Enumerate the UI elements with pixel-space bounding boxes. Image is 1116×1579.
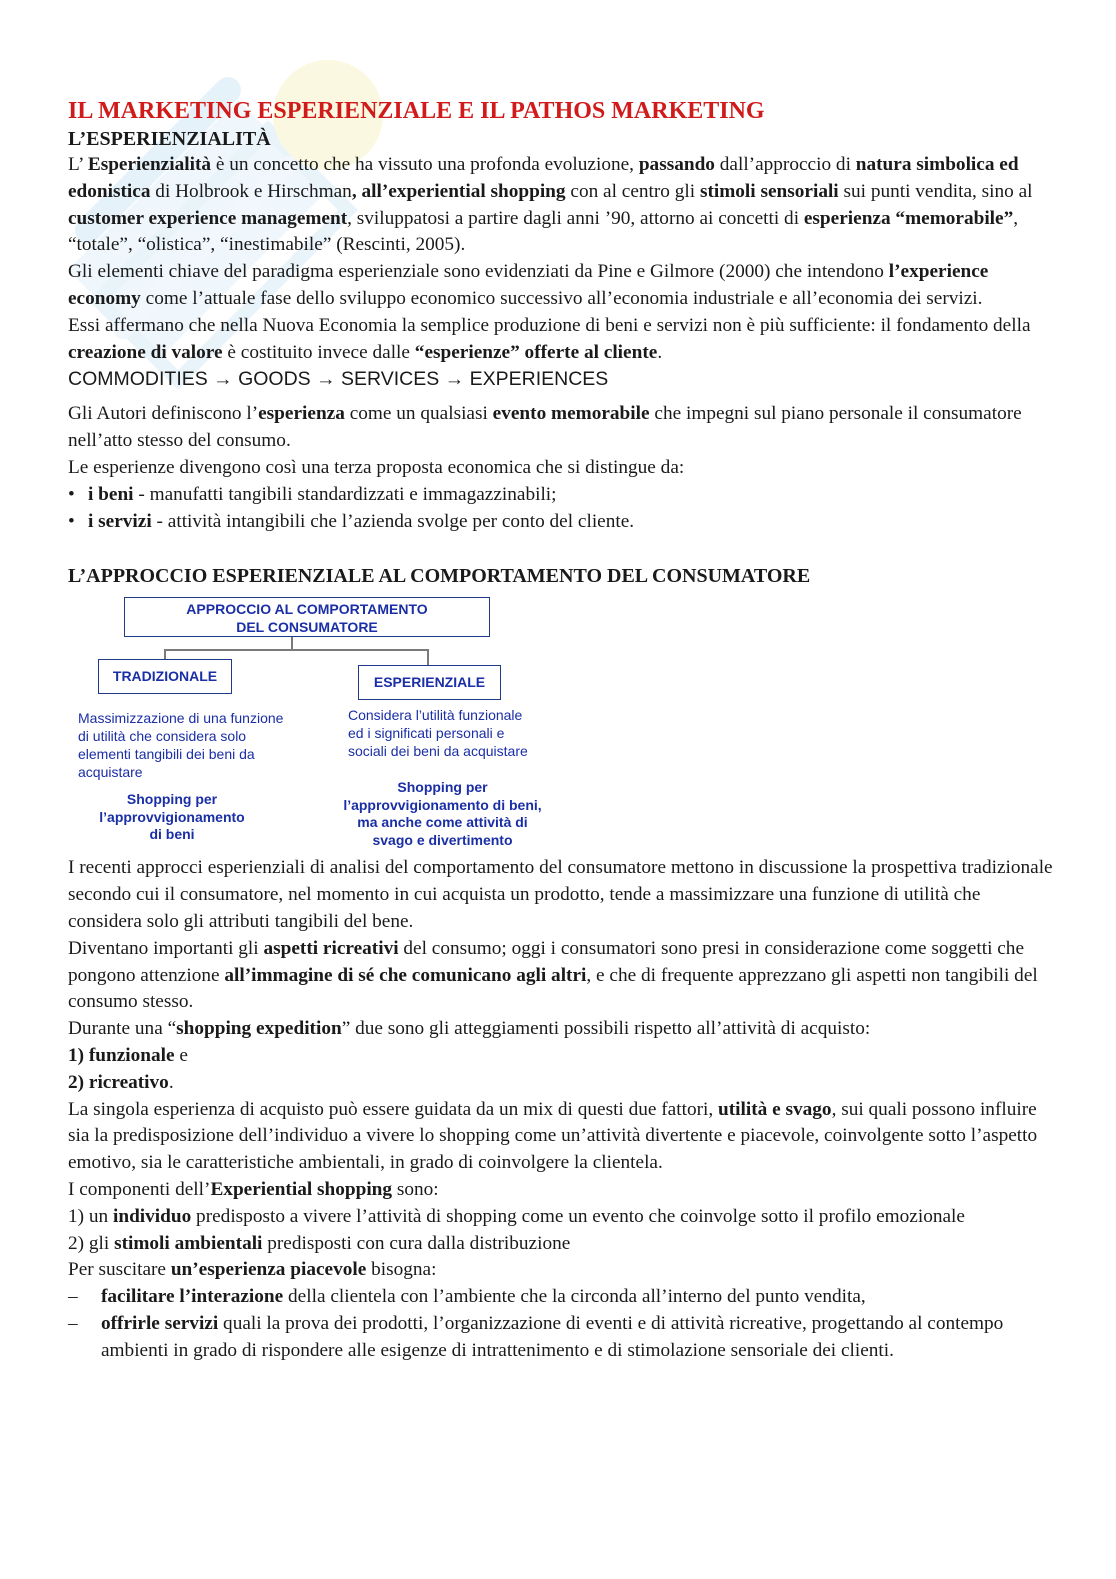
paragraph-esperienzialita: L’ Esperienzialità è un concetto che ha vissuto una profonda evoluzione, passando dall’approccio di natura simbolica ed edonistica di Holbrook e Hirschman, all’experiential shopping con al centro gli stimoli sensoriali sui punti vendita, sino al customer experience management, sviluppatosi a partire dagli anni ’90, attorno ai concetti di esperienza “memorabile”, “totale”, “olistica”, “inestimabile” (Rescinti, 2005).	[68, 154, 1033, 256]
dash-list-azioni	[68, 1284, 1053, 1364]
paragraph-terza-proposta: Le esperienze divengono così una terza proposta economica che si distingue da:	[68, 456, 685, 478]
section-heading-approccio: L’APPROCCIO ESPERIENZIALE AL COMPORTAMENTO DEL CONSUMATORE	[68, 565, 811, 588]
list-item: • i servizi - attività intangibili che l’azienda svolge per conto del cliente.	[68, 510, 635, 532]
diagram-box-esperienziale: ESPERIENZIALE	[358, 665, 501, 700]
paragraph-funzionale: 1) funzionale e	[68, 1044, 188, 1066]
paragraph-stimoli-ambientali: 2) gli stimoli ambientali predisposti con cura dalla distribuzione	[68, 1232, 571, 1254]
diagram-desc-tradizionale: Massimizzazione di una funzione di utilità che considera solo elementi tangibili dei beni da acquistare	[78, 710, 284, 781]
paragraph-utilita-svago: La singola esperienza di acquisto può essere guidata da un mix di questi due fattori, utilità e svago, sui quali possono influire sia la predisposizione dell’individuo a vivere lo shopping come un’attività divertente e piacevole, coinvolgente sotto l’aspetto emotivo, sia le caratteristiche ambientali, in grado di coinvolgere la clientela.	[68, 1098, 1038, 1174]
paragraph-shopping-expedition: Durante una “shopping expedition” due sono gli atteggiamenti possibili rispetto all’attività di acquisto:	[68, 1018, 871, 1040]
list-item: • i beni - manufatti tangibili standardizzati e immagazzinabili;	[68, 483, 557, 505]
diagram-box-tradizionale: TRADIZIONALE	[98, 659, 232, 694]
paragraph-aspetti-ricreativi: Diventano importanti gli aspetti ricreativi del consumo; oggi i consumatori sono presi in considerazione come soggetti che pongono attenzione all’immagine di sé che comunicano agli altri, e che di frequente apprezzano gli aspetti non tangibili del consumo stesso.	[68, 937, 1038, 1013]
paragraph-individuo: 1) un individuo predisposto a vivere l’attività di shopping come un evento che coinvolge sotto il profilo emozionale	[68, 1205, 965, 1227]
diagram-connector	[164, 649, 428, 651]
list-item: – offrirle servizi quali la prova dei prodotti, l’organizzazione di eventi e di attività ricreative, progettando al contempo ambienti in grado di rispondere alle esigenze di intrattenimento e di stimolazione sensoriale dei clienti.	[68, 1312, 1004, 1361]
diagram-top-box: APPROCCIO AL COMPORTAMENTO DEL CONSUMATORE	[124, 597, 490, 637]
diagram-connector	[164, 649, 166, 659]
approach-diagram	[68, 593, 1053, 855]
paragraph-nuova-economia: Essi affermano che nella Nuova Economia la semplice produzione di beni e servizi non è più sufficiente: il fondamento della creazione di valore è costituito invece dalle “esperienze” offerte al cliente.	[68, 314, 1031, 363]
paragraph-esperienza-definizione: Gli Autori definiscono l’esperienza come un qualsiasi evento memorabile che impegni sul piano personale il consumatore nell’atto stesso del consumo.	[68, 403, 1022, 452]
paragraph-approcci-recenti: I recenti approcci esperienziali di analisi del comportamento del consumatore mettono in discussione la prospettiva tradizionale secondo cui il consumatore, nel momento in cui acquista un prodotto, tende a massimizzare una funzione di utilità che considera solo gli attributi tangibili del bene.	[68, 857, 1053, 932]
document-title: IL MARKETING ESPERIENZIALE E IL PATHOS MARKETING	[68, 98, 765, 124]
paragraph-componenti: I componenti dell’Experiential shopping sono:	[68, 1178, 439, 1200]
progression-line: COMMODITIES → GOODS → SERVICES → EXPERIENCES	[68, 368, 609, 391]
document-page	[68, 96, 1053, 1365]
diagram-connector	[427, 649, 429, 665]
diagram-desc-esperienziale: Considera l’utilità funzionale ed i significati personali e sociali dei beni da acquistare	[348, 707, 528, 760]
diagram-shop-tradizionale: Shopping per l’approvvigionamento di beni	[99, 791, 245, 843]
diagram-connector	[291, 637, 293, 649]
diagram-shop-esperienziale: Shopping per l’approvvigionamento di beni, ma anche come attività di svago e divertimento	[343, 779, 542, 848]
section-heading-esperienzialita: L’ESPERIENZIALITÀ	[68, 128, 271, 150]
paragraph-ricreativo: 2) ricreativo.	[68, 1071, 174, 1093]
bullet-list-beni-servizi	[68, 482, 1053, 536]
paragraph-esperienza-piacevole: Per suscitare un’esperienza piacevole bisogna:	[68, 1259, 437, 1281]
paragraph-pine-gilmore: Gli elementi chiave del paradigma esperienziale sono evidenziati da Pine e Gilmore (2000) che intendono l’experience economy come l’attuale fase dello sviluppo economico successivo all’economia industriale e all’economia dei servizi.	[68, 261, 989, 309]
list-item: – facilitare l’interazione della clientela con l’ambiente che la circonda all’interno del punto vendita,	[68, 1286, 866, 1308]
